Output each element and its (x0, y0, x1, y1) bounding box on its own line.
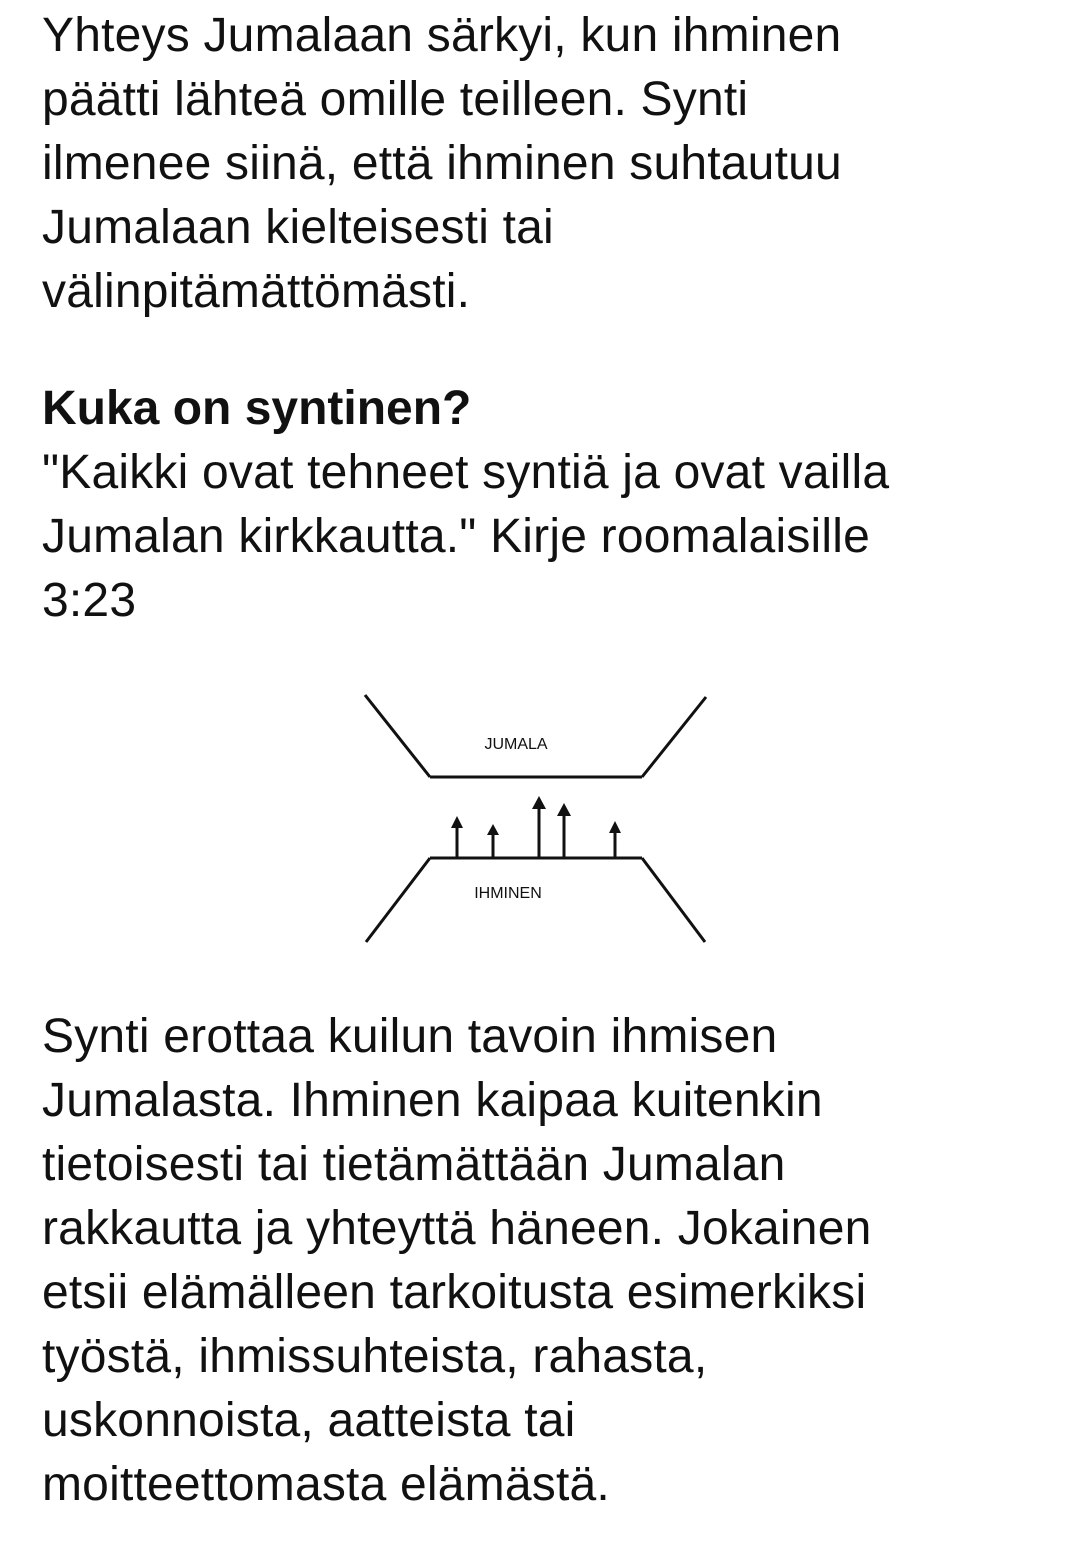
human-label: IHMINEN (474, 885, 542, 902)
intro-paragraph: Yhteys Jumalaan särkyi, kun ihminen päätti lähteä omille teilleen. Synti ilmenee siinä, että ihminen suhtautuu Jumalaan kielteisesti tai välinpitämättömästi. (42, 9, 842, 318)
upper-left-slope (365, 695, 430, 777)
explanation-paragraph: Synti erottaa kuilun tavoin ihmisen Jumalasta. Ihminen kaipaa kuitenkin tietoisesti tai tietämättään Jumalan rakkautta ja yhteyttä häneen. Jokainen etsii elämälleen tarkoitusta esimerkiksi työstä, ihmissuhteista, rahasta, uskonnoista, aatteista tai moitteettomasta elämästä. (42, 1010, 872, 1511)
arrow-icon (487, 824, 499, 858)
sin-gap-diagram (350, 680, 720, 955)
god-label: JUMALA (484, 736, 548, 753)
lower-right-slope (642, 858, 705, 942)
lower-left-slope (366, 858, 430, 942)
section-heading: Kuka on syntinen? (42, 382, 472, 435)
gap-illustration (350, 680, 720, 955)
arrow-icon (557, 803, 571, 858)
reaching-arrows (451, 796, 621, 858)
arrow-icon (609, 821, 621, 858)
arrow-icon (451, 816, 463, 858)
upper-right-slope (642, 697, 706, 777)
bible-quote-paragraph: "Kaikki ovat tehneet syntiä ja ovat vailla Jumalan kirkkautta." Kirje roomalaisille 3:23 (42, 446, 890, 627)
arrow-icon (532, 796, 546, 858)
